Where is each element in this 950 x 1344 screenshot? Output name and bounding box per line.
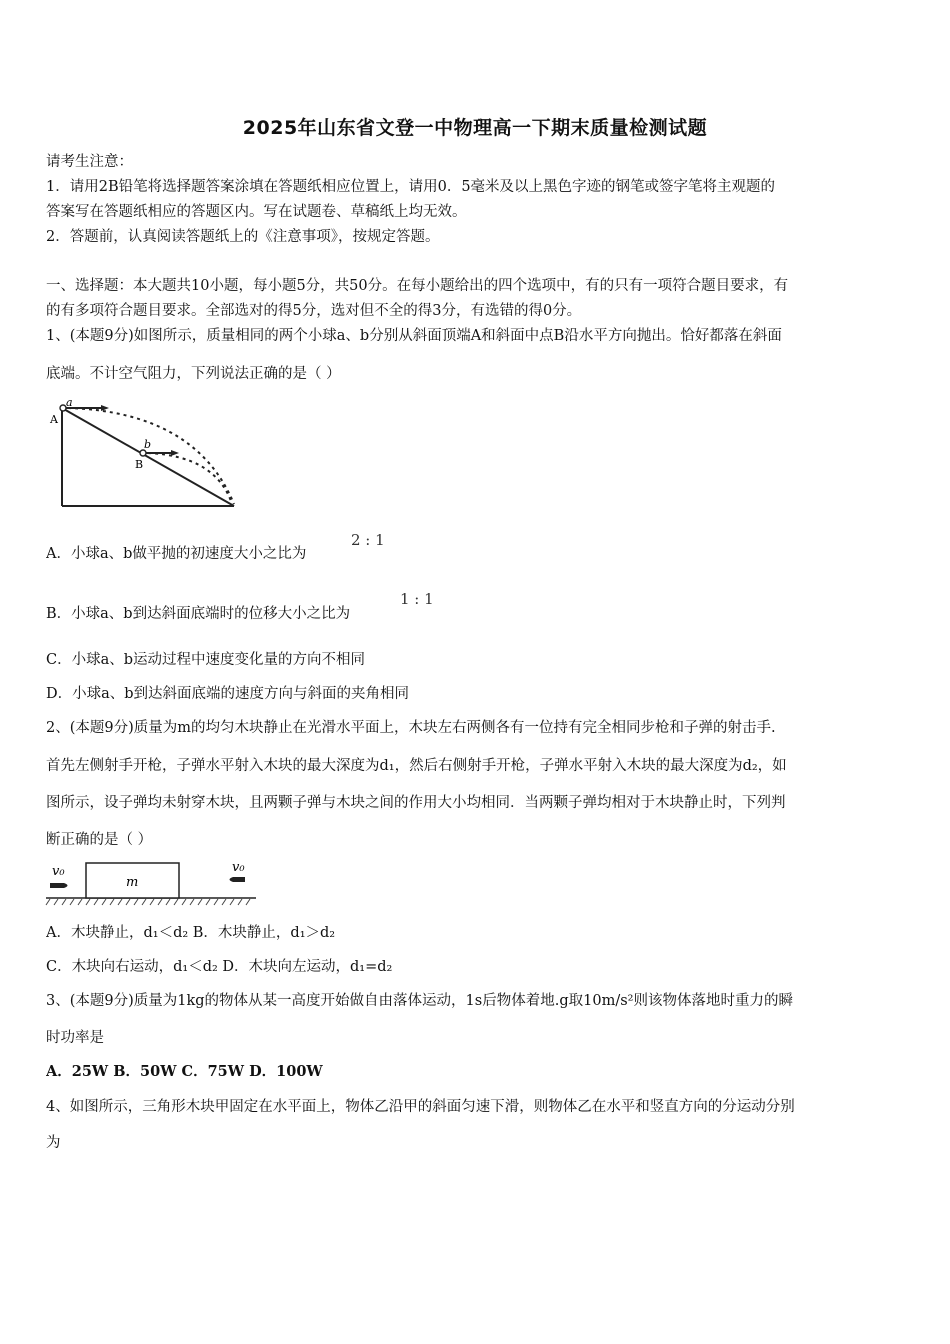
q1-incline-figure — [46, 396, 246, 511]
q4-stem-2: 为 — [46, 1135, 61, 1151]
notice-item-1b: 答案写在答题纸相应的答题区内。写在试题卷、草稿纸上均无效。 — [46, 204, 467, 220]
q3-options: A．25W B．50W C．75W D．100W — [46, 1063, 323, 1080]
section-intro-1: 一、选择题：本大题共10小题，每小题5分，共50分。在每小题给出的四个选项中，有的只有一项符合题目要求，有 — [46, 278, 789, 294]
q4-stem-1: 4、如图所示，三角形木块甲固定在水平面上，物体乙沿甲的斜面匀速下滑，则物体乙在水平和竖直方向的分运动分别 — [46, 1099, 795, 1115]
q2-options-cd: C．木块向右运动，d₁＜d₂ D．木块向左运动，d₁=d₂ — [46, 959, 393, 975]
notice-item-2: 2．答题前，认真阅读答题纸上的《注意事项》，按规定答题。 — [46, 229, 440, 245]
q1-option-b-ratio: 1 : 1 — [400, 590, 434, 608]
q1-option-d: D．小球a、b到达斜面底端的速度方向与斜面的夹角相同 — [46, 686, 410, 702]
q2-options-ab: A．木块静止，d₁＜d₂ B．木块静止，d₁＞d₂ — [46, 925, 336, 941]
q1-stem-2: 底端。不计空气阻力，下列说法正确的是（ ） — [46, 366, 341, 382]
q2-stem-4: 断正确的是（ ） — [46, 832, 153, 848]
q1-stem-1: 1、(本题9分)如图所示，质量相同的两个小球a、b分别从斜面顶端A和斜面中点B沿水平方向抛出。恰好都落在斜面 — [46, 328, 782, 344]
q1-option-a-ratio: 2 : 1 — [351, 531, 385, 549]
q2-block-figure — [46, 858, 258, 908]
point-A-label: A — [50, 413, 58, 426]
q1-option-b: B．小球a、b到达斜面底端时的位移大小之比为 — [46, 606, 351, 622]
right-velocity-label: v₀ — [232, 860, 245, 875]
q3-stem-2: 时功率是 — [46, 1030, 104, 1046]
q1-option-a: A．小球a、b做平抛的初速度大小之比为 — [46, 546, 307, 562]
q2-stem-1: 2、(本题9分)质量为m的均匀木块静止在光滑水平面上，木块左右两侧各有一位持有完全相同步枪和子弹的射击手. — [46, 720, 776, 736]
point-B-label: B — [135, 458, 144, 471]
q2-stem-3: 图所示，设子弹均未射穿木块，且两颗子弹与木块之间的作用大小均相同．当两颗子弹均相对于木块静止时，下列判 — [46, 795, 786, 811]
q1-option-c: C．小球a、b运动过程中速度变化量的方向不相同 — [46, 652, 366, 668]
block-mass-label: m — [126, 875, 139, 890]
left-bullet — [50, 883, 68, 888]
right-bullet — [230, 877, 246, 882]
notice-item-1a: 1．请用2B铅笔将选择题答案涂填在答题纸相应位置上，请用0．5毫米及以上黑色字迹的钢笔或签字笔将主观题的 — [46, 179, 776, 195]
section-intro-2: 的有多项符合题目要求。全部选对的得5分，选对但不全的得3分，有选错的得0分。 — [46, 303, 582, 319]
q3-stem-1: 3、(本题9分)质量为1kg的物体从某一高度开始做自由落体运动，1s后物体着地.g取10m/s²则该物体落地时重力的瞬 — [46, 993, 793, 1009]
page-title: 2025年山东省文登一中物理高一下期末质量检测试题 — [242, 117, 708, 139]
ball-b-label: b — [144, 438, 152, 451]
ball-a-label: a — [66, 396, 73, 409]
left-velocity-label: v₀ — [52, 864, 65, 879]
q2-stem-2: 首先左侧射手开枪，子弹水平射入木块的最大深度为d₁，然后右侧射手开枪，子弹水平射入木块的最大深度为d₂，如 — [46, 758, 787, 774]
notice-heading: 请考生注意： — [46, 154, 133, 170]
